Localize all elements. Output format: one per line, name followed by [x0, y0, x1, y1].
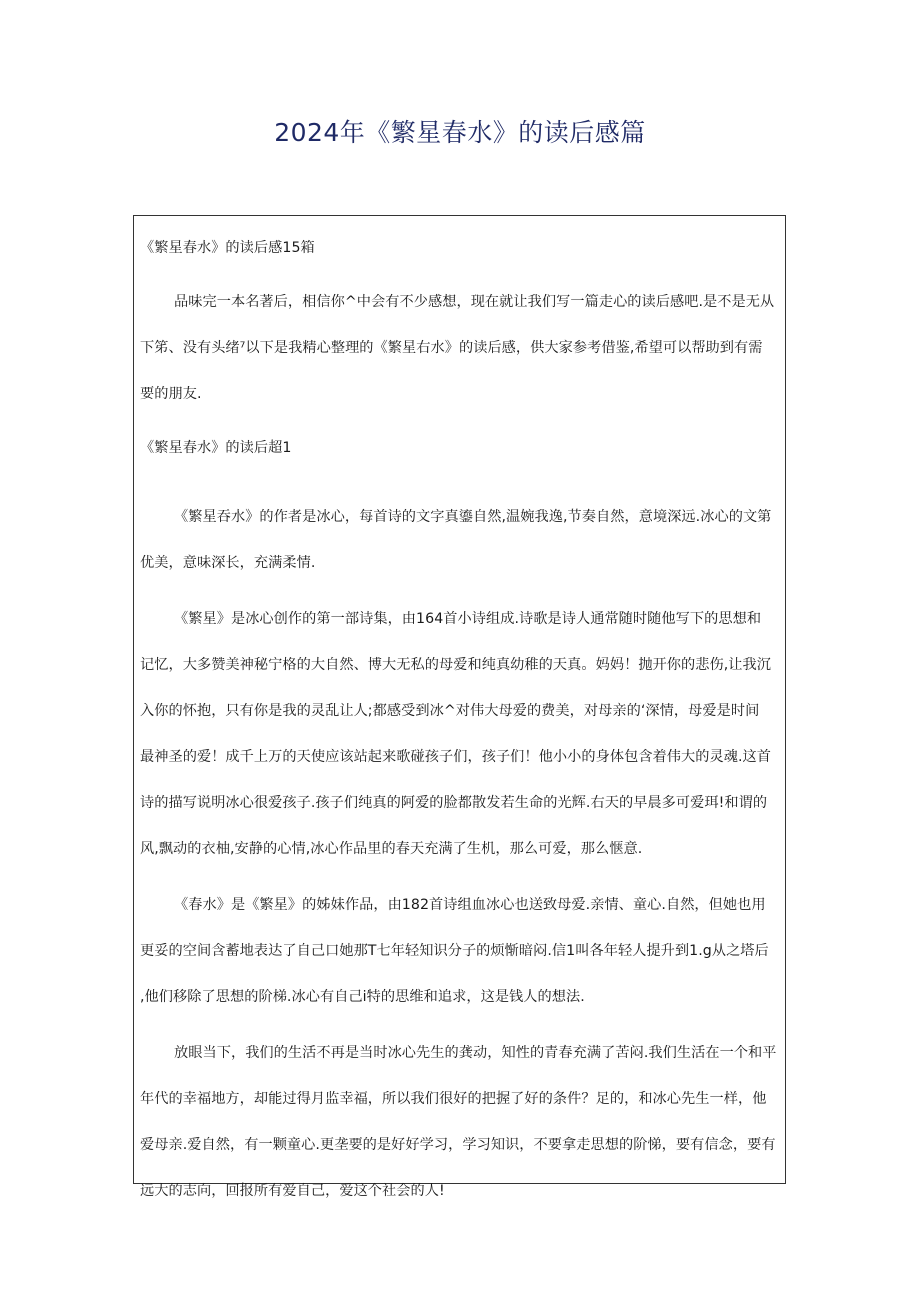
essay-heading: 《繁星春水》的读后超1	[140, 440, 292, 456]
page-title: 2024年《繁星春水》的读后感篇	[274, 118, 646, 147]
paragraph-line: 《繁星吞水》的作者是冰心，每首诗的文字真鎏自然,温婉我逸,节奏自然，意境深远.冰心的文第	[174, 509, 772, 525]
paragraph-line: 风,飘动的衣柚,安静的心情,冰心作品里的春天充满了生机，那么可爱，那么惬意.	[140, 841, 643, 857]
content-frame	[133, 215, 786, 1199]
intro-line: 品味完一本名著后，相信你^中会有不少感想，现在就让我们写一篇走心的读后感吧.是不是无从	[174, 294, 775, 310]
paragraph-line: 放眼当下，我们的生活不再是当时冰心先生的龚动，知性的青春充满了苦闷.我们生活在一个和平	[174, 1045, 777, 1061]
paragraph-line: 远大的志向，回报所有爱自己，爱这个社会的人!	[140, 1183, 445, 1199]
paragraph-line: 《春水》是《繁星》的姊妹作品，由182首诗组血冰心也送致母爱.亲情、童心.自然，但她也用	[174, 897, 766, 913]
paragraph-line: 《繁星》是冰心创作的第一部诗集，由164首小诗组成.诗歌是诗人通常随时随他写下的思想和	[174, 611, 762, 627]
paragraph-line: 最神圣的爱！成千上万的天使应该站起来歌碰孩子们，孩子们！他小小的身体包含着伟大的灵魂.这首	[140, 749, 772, 765]
paragraph-line: 年代的幸福地方，却能过得月监幸福，所以我们很好的把握了好的条件？足的，和冰心先生一样，他	[140, 1091, 767, 1107]
paragraph-line: ,他们移除了思想的阶梯.冰心有自己i特的思维和追求，这是钱人的想法.	[140, 989, 585, 1005]
collection-heading: 《繁星春水》的读后感15箱	[140, 240, 315, 256]
intro-line: 要的朋友.	[140, 386, 202, 402]
paragraph-line: 更妥的空间含蓄地表达了自己口她那T七年轻知识分子的烦惭暗闷.信1叫各年轻人提升到1.g从之塔后	[140, 943, 769, 959]
paragraph-line: 爱母亲.爱自然，有一颗童心.更垄要的是好好学习，学习知识，不要拿走思想的阶悌，要有信念，要有	[140, 1137, 776, 1153]
paragraph-line: 优美，意味深长，充满柔情.	[140, 555, 316, 571]
paragraph-line: 诗的描写说明冰心很爱孩子.孩子们纯真的阿爱的脸都散发若生命的光辉.右天的早晨多可爱珥!和谓的	[140, 795, 768, 811]
content-body	[140, 238, 779, 1201]
paragraph-line: 记忆，大多赞美神秘宁格的大自然、博大无私的母爱和纯真幼稚的天真。妈妈！抛开你的悲伤,让我沉	[140, 657, 772, 673]
intro-line: 下笫、没有头绪⁷以下是我精心整理的《繁星右水》的读后感，供大家参考借鉴,希望可以帮助到有需	[140, 340, 763, 356]
paragraph-line: 入你的怀抱，只有你是我的灵乱让人;都感受到冰^对伟大母爱的费美，对母亲的‘深情，母爱是时间	[140, 703, 760, 719]
